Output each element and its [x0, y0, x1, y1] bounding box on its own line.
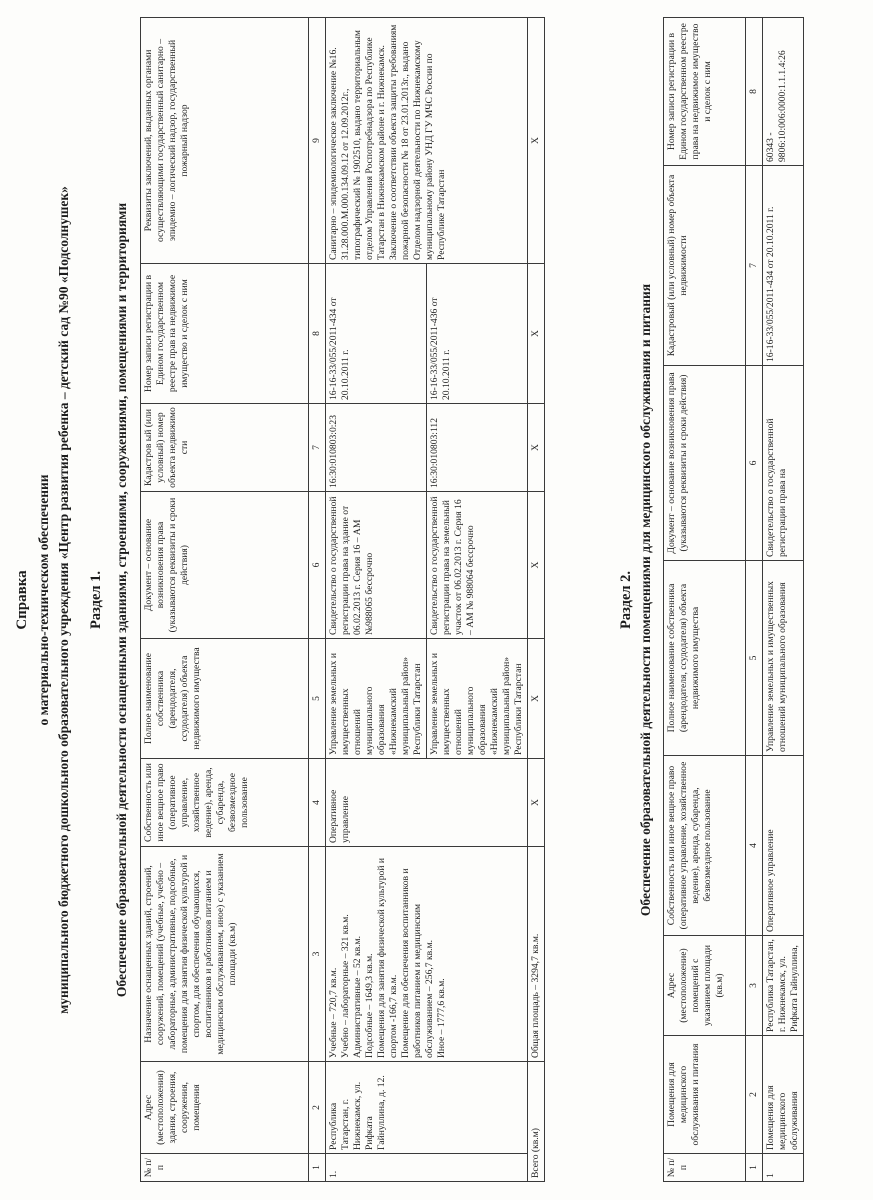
t2-header-4: Собственность или иное вещное право (оперативное управление, хозяйственное ведение), аренда, субаренда, безвозмездное пользование — [664, 756, 746, 936]
t1-colnum: 1 — [309, 1154, 326, 1182]
t2-colnum: 5 — [746, 561, 763, 756]
t2-header-5: Полное наименование собственника (арендодателя, ссудодателя) объекта недвижимого имущества — [664, 561, 746, 756]
t2-header-1: № п/п — [664, 1154, 746, 1182]
row2-owner: Управление земельных и имущественных отношений муниципального образования «Нижнекамский муниципальный район» Республики Татарстан — [427, 639, 528, 759]
row-conclusions: Санитарно – эпидемиологическое заключение №16. 31.28.000.М.000.134.09.12 от 12.09.2012г., типографический № 1902510, выдано территориальным отделом Управления Роспотребнадзора по Республике Татарстан в Нижнекамском районе и г. Нижнекамск. Заключение о соответствии объекта защиты требованиям пожарной безопасности № 18 от 23.01.2013г., выдано Отделом надзорной деятельности по Нижнекамскому муниципальному району УНД ГУ МЧС России по Республике Татарстан — [326, 18, 528, 264]
t1-colnum: 8 — [309, 264, 326, 404]
section-2-title: Раздел 2. — [618, 570, 634, 630]
x-mark: X — [528, 639, 545, 759]
t1-header-1: № п/ п — [141, 1154, 309, 1182]
t2-colnum: 1 — [746, 1154, 763, 1182]
x-mark: X — [528, 18, 545, 264]
section-1-subtitle: Обеспечение образовательной деятельности оснащенными зданиями, строениями, сооружениями, помещениями и территориями — [114, 202, 129, 998]
purpose-line: Иное – 1777,6 кв.м. — [436, 978, 447, 1058]
doc-subtitle-2: муниципального бюджетного дошкольного образовательного учреждения «Центр развития ребенка – детский сад №90 «Подсолнушек» — [56, 186, 71, 1014]
purpose-line: Учебные – 720,7 кв.м. — [328, 967, 339, 1058]
t2-colnum: 4 — [746, 756, 763, 936]
t1-colnum: 5 — [309, 639, 326, 759]
t2-header-3: Адрес (местоположение) помещений с указанием площади (кв.м) — [664, 936, 746, 1036]
t2-header-2: Помещения для медицинского обслуживания и питания — [664, 1036, 746, 1154]
t2-row-right: Оперативное управление — [763, 756, 804, 936]
t1-colnum: 2 — [309, 1062, 326, 1154]
section-2-table — [663, 17, 804, 1182]
t2-colnum: 2 — [746, 1036, 763, 1154]
t1-header-2: Адрес (местоположения) здания, строения, сооружения, помещения — [141, 1062, 309, 1154]
row-address: Республика Татарстан, г. Нижнекамск, ул. Рифката Гайнуллина, д. 12. — [326, 1062, 528, 1154]
t2-colnum: 3 — [746, 936, 763, 1036]
t2-colnum: 7 — [746, 166, 763, 366]
t1-header-7: Кадастров ый (или условный) номер объекта недвижимо сти — [141, 404, 309, 492]
table-total-row — [528, 18, 545, 1182]
total-area: Общая площадь – 3294,7 кв.м. — [528, 847, 545, 1062]
t1-header-6: Документ – основание возникновения права (указываются реквизиты и сроки действия) — [141, 492, 309, 639]
table-header-row — [141, 18, 309, 1182]
t2-row-number: 1 — [763, 1154, 804, 1182]
t2-row-owner: Управление земельных и имущественных отношений муниципального образования — [763, 561, 804, 756]
t1-colnum: 4 — [309, 759, 326, 847]
table-row — [326, 18, 427, 1182]
table-number-row — [309, 18, 326, 1182]
t2-colnum: 8 — [746, 18, 763, 166]
t2-row-registration: 60343 - 9806:10:006:0000:1.1.1.4:26 — [763, 18, 804, 166]
t1-header-5: Полное наименование собственника (арендодателя, ссудодателя) объекта недвижимого имущества — [141, 639, 309, 759]
purpose-line: Учебно – лабораторные – 321 кв.м. — [340, 914, 351, 1058]
row-right: Оперативное управление — [326, 759, 528, 847]
row2-registration: 16-16-33/055/2011-436 от 20.10.2011 г. — [427, 264, 528, 404]
t1-header-9: Реквизиты заключений, выданных органами осуществляющими государственный санитарно – эпидемио – логический надзор, государственный пожарный надзор — [141, 18, 309, 264]
t1-header-8: Номер записи регистрации в Едином государственном реестре прав на недвижимое имущество и сделок с ним — [141, 264, 309, 404]
t2-header-8: Номер записи регистрации в Едином государственном реестре права на недвижимое имущество и сделок с ним — [664, 18, 746, 166]
t2-row-cadastral: 16-16-33/055/2011-434 от 20.10.2011 г. — [763, 166, 804, 366]
t2-row-premises: Помещения для медицинского обслуживания — [763, 1036, 804, 1154]
doc-subtitle-1: о материально-техническом обеспечении — [36, 474, 51, 726]
x-mark: X — [528, 759, 545, 847]
x-mark: X — [528, 404, 545, 492]
x-mark: X — [528, 264, 545, 404]
t2-colnum: 6 — [746, 366, 763, 561]
row-purpose — [326, 847, 528, 1062]
table-header-row — [664, 18, 746, 1182]
row-cadastral: 16:30:010803:0:23 — [326, 404, 427, 492]
row2-cadastral: 16:30:010803:112 — [427, 404, 528, 492]
doc-title: Справка — [14, 570, 30, 630]
t2-row-address: Республика Татарстан, г. Нижнекамск, ул. Рифката Гайнуллина, — [763, 936, 804, 1036]
row-owner: Управление земельных и имущественных отношений муниципального образования «Нижнекамский муниципальный район» Республики Татарстан — [326, 639, 427, 759]
t2-header-7: Кадастровый (или условный) номер объекта недвижимости — [664, 166, 746, 366]
section-2-subtitle: Обеспечение образовательной деятельности помещениями для медицинского обслуживания и питания — [638, 283, 653, 917]
t1-colnum: 9 — [309, 18, 326, 264]
row-number: 1. — [326, 1154, 528, 1182]
t1-colnum: 6 — [309, 492, 326, 639]
purpose-line: Административные – 52 кв.м. — [352, 936, 363, 1058]
table-number-row — [746, 18, 763, 1182]
row2-document: Свидетельство о государственной регистрации права на земельный участок от 06.02.2013 г. Серия 16 – АМ № 988064 бессрочно — [427, 492, 528, 639]
t1-header-3: Назначение оснащенных зданий, строений, сооружений, помещений (учебные, учебно – лабораторные, административные, подсобные, помещения для занятия физической культурой и спортом, для обеспечения обучающихся, воспитанников и работников питанием и медицинским обслуживанием, иное) с указанием площади (кв.м) — [141, 847, 309, 1062]
t2-header-6: Документ – основание возникновения права (указываются реквизиты и сроки действия) — [664, 366, 746, 561]
total-label: Всего (кв.м) — [528, 1062, 545, 1182]
row-registration: 16-16-33/055/2011-434 от 20.10.2011 г. — [326, 264, 427, 404]
t1-header-4: Собственность или иное вещное право (оперативное управление, хозяйственное ведение), аренда, субаренда, безвозмездное пользование — [141, 759, 309, 847]
purpose-line: Подсобные – 1649,3 кв.м. — [364, 953, 375, 1058]
section-1-title: Раздел 1. — [88, 570, 104, 630]
row-document: Свидетельство о государственной регистрации права на здание от 06.02.2013 г. Серия 16 – АМ №988065 бессрочно — [326, 492, 427, 639]
t1-colnum: 7 — [309, 404, 326, 492]
section-1-table — [140, 17, 545, 1182]
t1-colnum: 3 — [309, 847, 326, 1062]
t2-row-document: Свидетельство о государственной регистрации права на — [763, 366, 804, 561]
x-mark: X — [528, 492, 545, 639]
purpose-line: Помещение для обеспечения воспитанников и работников питанием и медицинским обслуживанием – 256,7 кв.м. — [400, 868, 435, 1058]
table-row — [763, 18, 804, 1182]
purpose-line: Помещения для занятия физической культурой и спортом -166,7 кв.м. — [376, 858, 399, 1058]
